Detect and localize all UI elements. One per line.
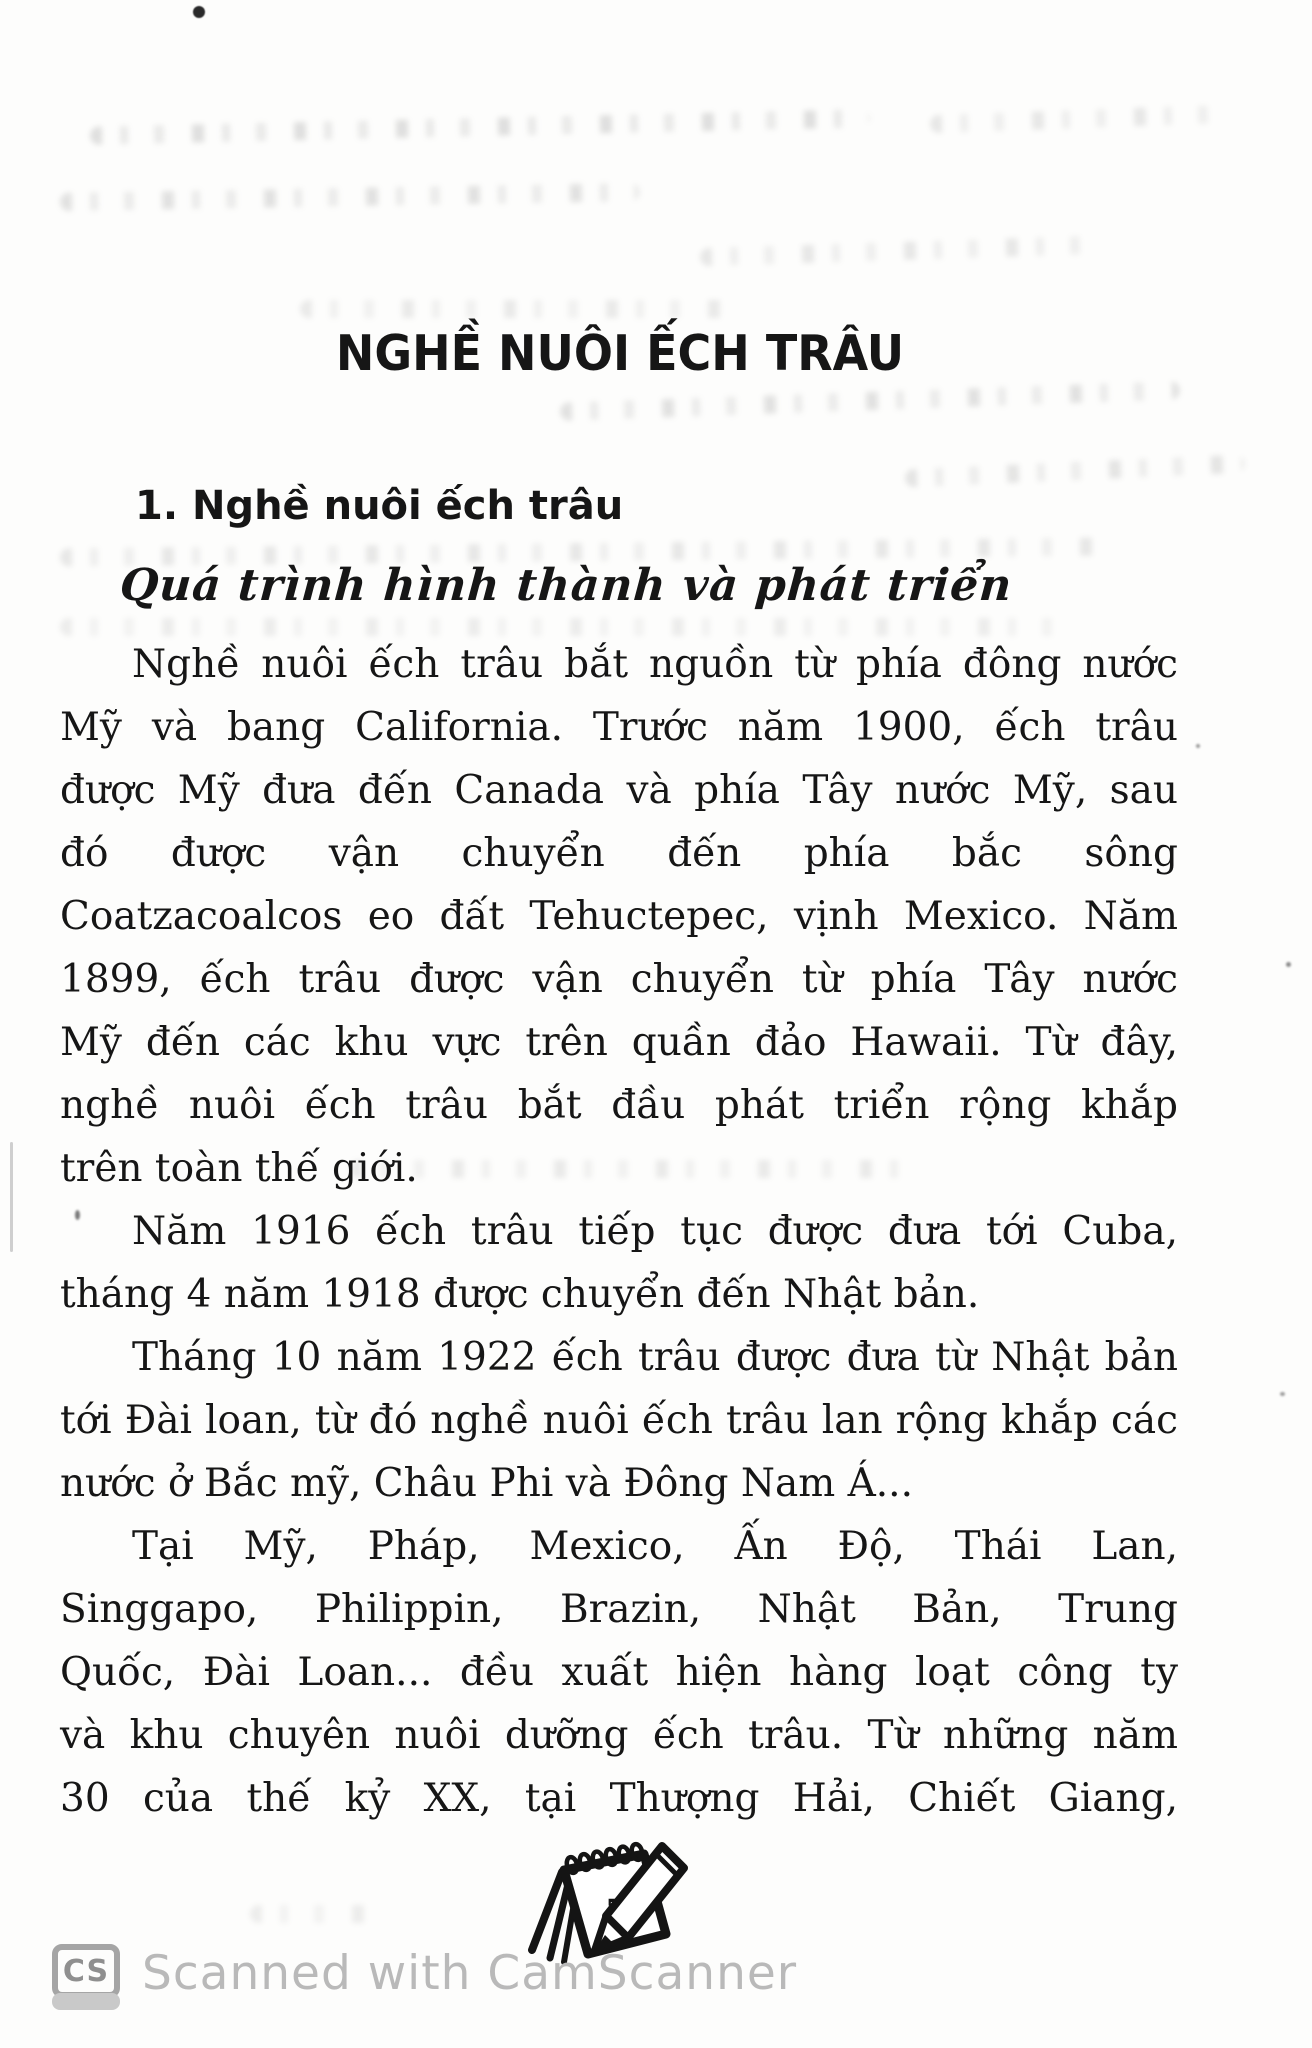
body-text-line: đó được vận chuyển đến phía bắc sông	[60, 831, 1178, 876]
bleed-through-artifact	[905, 455, 1245, 488]
bleed-through-artifact	[60, 183, 640, 211]
body-text-line: Tháng 10 năm 1922 ếch trâu được đưa từ Nhật bản	[132, 1335, 1178, 1380]
ink-speck	[193, 6, 205, 18]
scan-edge-artifact	[10, 1142, 13, 1252]
body-text-line: Mỹ đến các khu vực trên quần đảo Hawaii. Từ đây,	[60, 1020, 1178, 1065]
section-subtitle: Quá trình hình thành và phát triển	[118, 560, 1015, 611]
body-text-line: nước ở Bắc mỹ, Châu Phi và Đông Nam Á...	[60, 1461, 913, 1506]
ink-speck	[1286, 962, 1291, 967]
watermark-text: Scanned with CamScanner	[142, 1946, 798, 2001]
body-text-line: tháng 4 năm 1918 được chuyển đến Nhật bản.	[60, 1272, 980, 1317]
camscanner-watermark	[52, 1944, 797, 2006]
body-text-line: được Mỹ đưa đến Canada và phía Tây nước Mỹ, sau	[60, 768, 1178, 813]
section-heading: 1. Nghề nuôi ếch trâu	[135, 483, 624, 529]
camscanner-logo	[52, 1944, 120, 1998]
body-text-line: và khu chuyên nuôi dưỡng ếch trâu. Từ những năm	[60, 1713, 1178, 1758]
ink-speck	[1196, 744, 1200, 748]
bleed-through-artifact	[250, 1905, 370, 1923]
ink-speck	[1280, 1392, 1285, 1396]
bleed-through-artifact	[560, 381, 1180, 421]
camscanner-logo-band	[52, 1993, 120, 2010]
body-text-line: Tại Mỹ, Pháp, Mexico, Ấn Độ, Thái Lan,	[132, 1524, 1178, 1569]
body-text-line: 1899, ếch trâu được vận chuyển từ phía Tây nước	[60, 957, 1178, 1002]
body-text	[60, 633, 1178, 1830]
body-text-line: Năm 1916 ếch trâu tiếp tục được đưa tới Cuba,	[132, 1209, 1178, 1254]
bleed-through-artifact	[90, 109, 870, 145]
camscanner-logo-text: CS	[62, 1953, 110, 1989]
body-text-line: Quốc, Đài Loan... đều xuất hiện hàng loạt công ty	[60, 1650, 1178, 1695]
body-text-line: Coatzacoalcos eo đất Tehuctepec, vịnh Mexico. Năm	[60, 894, 1178, 939]
body-text-line: trên toàn thế giới.	[60, 1146, 418, 1191]
body-text-line: Singgapo, Philippin, Brazin, Nhật Bản, Trung	[60, 1587, 1178, 1632]
body-text-line: Nghề nuôi ếch trâu bắt nguồn từ phía đông nước	[132, 642, 1178, 687]
body-text-line: 30 của thế kỷ XX, tại Thượng Hải, Chiết Giang,	[60, 1776, 1178, 1821]
body-text-line: tới Đài loan, từ đó nghề nuôi ếch trâu lan rộng khắp các	[60, 1398, 1178, 1443]
page-title: NGHỀ NUÔI ẾCH TRÂU	[335, 324, 905, 382]
bleed-through-artifact	[700, 236, 1100, 267]
bleed-through-artifact	[300, 300, 730, 318]
bleed-through-artifact	[930, 105, 1230, 133]
body-text-line: Mỹ và bang California. Trước năm 1900, ếch trâu	[60, 705, 1178, 750]
body-text-line: nghề nuôi ếch trâu bắt đầu phát triển rộng khắp	[60, 1083, 1178, 1128]
